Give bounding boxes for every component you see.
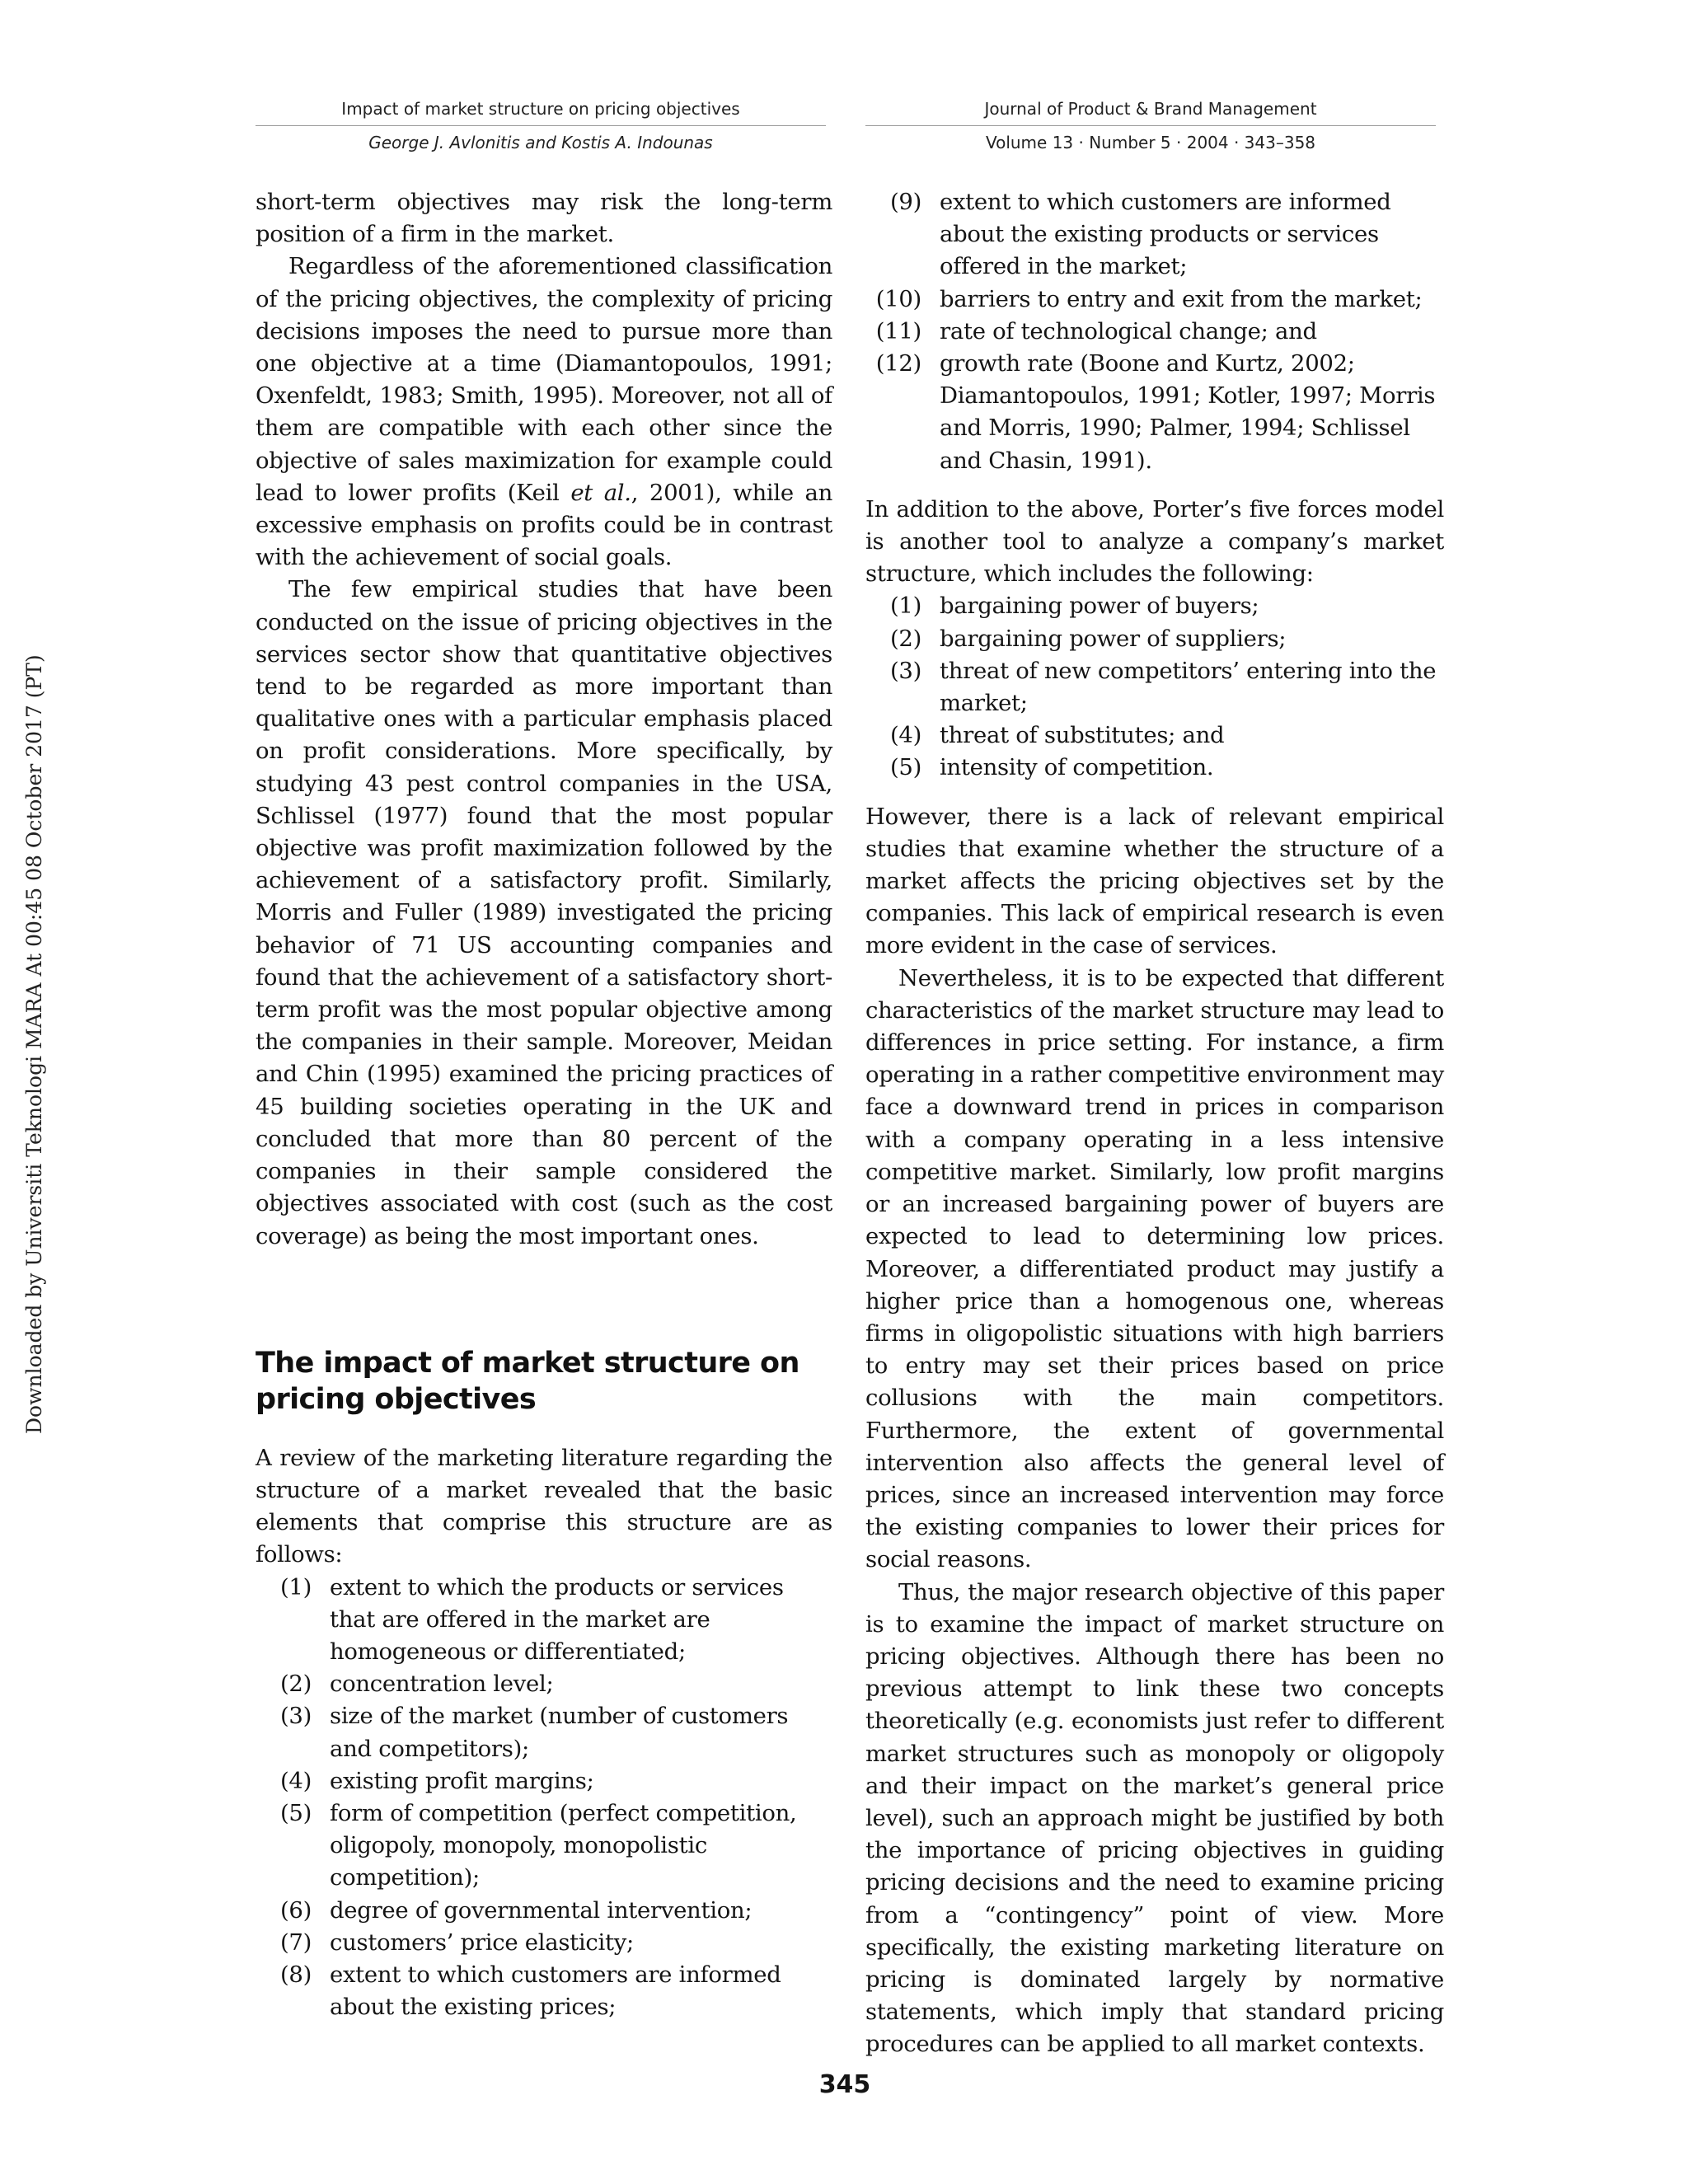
journal-name-header: Journal of Product & Brand Management — [865, 92, 1436, 126]
et-al-italic: et al. — [570, 479, 631, 506]
paragraph: A review of the marketing literature regarding the structure of a market revealed that the basic elements that comprise this structure are as follows: — [256, 1444, 832, 1568]
list-item — [256, 1797, 832, 1895]
list-item-text: size of the market (number of customers and competitors); — [330, 1703, 789, 1762]
list-item-number: (3) — [889, 657, 921, 684]
spacer — [865, 785, 1444, 801]
list-item-number: (12) — [875, 350, 921, 377]
list-item-text: bargaining power of suppliers; — [940, 625, 1287, 652]
paragraph-text: Regardless of the aforementioned classification of the pricing objectives, the complexity of pricing decisions imposes the need to pursue more than one objective at a time (Diamantopoulos, 1991; Oxenfeldt, 1983; Smith, 1995). Moreover, not all of them are compatible with each other since the objective of sales maximization for example could lead to lower profits (Keil — [256, 253, 832, 506]
list-item-text: intensity of competition. — [940, 754, 1214, 781]
list-item-text: extent to which customers are informed about the existing prices; — [330, 1961, 781, 2021]
list-item-number: (7) — [279, 1929, 312, 1956]
list-item-text: barriers to entry and exit from the market; — [940, 285, 1423, 312]
list-item — [865, 284, 1444, 316]
list-item — [256, 1895, 832, 1927]
list-item-text: existing profit margins; — [330, 1767, 594, 1794]
download-watermark: Downloaded by Universiti Teknologi MARA At 00:45 08 October 2017 (PT) — [22, 654, 46, 1434]
list-item-text: form of competition (perfect competition, oligopoly, monopoly, monopolistic competition); — [330, 1799, 797, 1891]
paragraph: Thus, the major research objective of this paper is to examine the impact of market structure on pricing objectives. Although there has been no previous attempt to link these two concepts theoretically (e.g. economists just refer to different market structures such as monopoly or oligopoly and their impact on the market’s general price level), such an approach might be justified by both the importance of pricing objectives in guiding pricing decisions and the need to examine pricing from a “contingency” point of view. More specifically, the existing marketing literature on pricing is dominated largely by normative statements, which imply that standard pricing procedures can be applied to all market contexts. — [865, 1578, 1444, 2058]
running-header-right — [865, 92, 1436, 159]
list-item — [865, 623, 1444, 655]
volume-info-header: Volume 13 · Number 5 · 2004 · 343–358 — [985, 133, 1316, 152]
list-item — [865, 752, 1444, 784]
paragraph: However, there is a lack of relevant empirical studies that examine whether the structure of a market affects the pricing objectives set by the companies. This lack of empirical research is even more evident in the case of services. — [865, 803, 1444, 959]
list-item-text: degree of governmental intervention; — [330, 1896, 753, 1924]
paragraph — [256, 251, 832, 574]
list-item — [865, 655, 1444, 719]
list-item — [256, 1765, 832, 1797]
authors-header: George J. Avlonitis and Kostis A. Indounas — [368, 133, 713, 152]
list-item-text: concentration level; — [330, 1671, 554, 1698]
list-item-number: (6) — [279, 1896, 312, 1924]
market-structure-elements-list — [256, 1572, 832, 2024]
five-forces-list — [865, 590, 1444, 784]
list-item — [865, 316, 1444, 348]
list-item — [865, 186, 1444, 284]
list-item — [256, 1668, 832, 1700]
section-heading: The impact of market structure on pricing objectives — [256, 1346, 799, 1416]
list-item-number: (4) — [279, 1767, 312, 1794]
running-header-left — [256, 92, 826, 159]
list-item — [865, 719, 1444, 752]
left-column — [256, 186, 832, 2023]
market-structure-elements-list-continued — [865, 186, 1444, 477]
paragraph: short-term objectives may risk the long-term position of a firm in the market. — [256, 189, 832, 248]
paragraph-text: , 2001), while an excessive emphasis on profits could be in contrast with the achievement of social goals. — [256, 479, 832, 571]
list-item-number: (1) — [889, 593, 921, 620]
list-item-number: (9) — [889, 189, 921, 215]
page-number: 345 — [818, 2070, 871, 2099]
list-item-number: (5) — [279, 1799, 312, 1826]
paragraph: In addition to the above, Porter’s five forces model is another tool to analyze a company’s market structure, which includes the following: — [865, 495, 1444, 588]
list-item — [256, 1927, 832, 1959]
list-item-number: (8) — [279, 1961, 312, 1988]
spacer — [256, 1253, 832, 1345]
list-item-number: (11) — [875, 317, 921, 344]
right-column — [865, 186, 1444, 2061]
list-item-text: threat of substitutes; and — [940, 722, 1225, 749]
list-item-number: (4) — [889, 722, 921, 749]
list-item — [865, 590, 1444, 622]
list-item-text: extent to which customers are informed about the existing products or services offered in the market; — [940, 189, 1391, 280]
list-item-number: (2) — [279, 1671, 312, 1698]
list-item — [865, 348, 1444, 477]
paragraph: The few empirical studies that have been conducted on the issue of pricing objectives in the services sector show that quantitative objectives tend to be regarded as more important than qualitative ones with a particular emphasis placed on profit considerations. More specifically, by studying 43 pest control companies in the USA, Schlissel (1977) found that the most popular objective was profit maximization followed by the achievement of a satisfactory profit. Similarly, Morris and Fuller (1989) investigated the pricing behavior of 71 US accounting companies and found that the achievement of a satisfactory short-term profit was the most popular objective among the companies in their sample. Moreover, Meidan and Chin (1995) examined the pricing practices of 45 building societies operating in the UK and concluded that more than 80 percent of the companies in their sample considered the objectives associated with cost (such as the cost coverage) as being the most important ones. — [256, 576, 832, 1249]
list-item — [256, 1700, 832, 1765]
list-item — [256, 1572, 832, 1669]
spacer — [256, 1418, 832, 1442]
list-item-text: rate of technological change; and — [940, 317, 1317, 344]
list-item-number: (2) — [889, 625, 921, 652]
list-item-text: customers’ price elasticity; — [330, 1929, 634, 1956]
list-item-text: growth rate (Boone and Kurtz, 2002; Diamantopoulos, 1991; Kotler, 1997; Morris and Morris, 1990; Palmer, 1994; Schlissel and Chasin, 1991). — [940, 350, 1436, 474]
list-item-number: (1) — [279, 1573, 312, 1601]
paragraph: Nevertheless, it is to be expected that different characteristics of the market structure may lead to differences in price setting. For instance, a firm operating in a rather competitive environment may face a downward trend in prices in comparison with a company operating in a less intensive competitive market. Similarly, low profit margins or an increased bargaining power of buyers are expected to lead to determining low prices. Moreover, a differentiated product may justify a higher price than a homogenous one, whereas firms in oligopolistic situations with high barriers to entry may set their prices based on price collusions with the main competitors. Furthermore, the extent of governmental intervention also affects the general level of prices, since an increased intervention may force the existing companies to lower their prices for social reasons. — [865, 964, 1444, 1573]
list-item-text: bargaining power of buyers; — [940, 593, 1259, 620]
spacer — [865, 477, 1444, 494]
list-item-number: (3) — [279, 1703, 312, 1730]
list-item-number: (5) — [889, 754, 921, 781]
list-item-number: (10) — [875, 285, 921, 312]
list-item-text: extent to which the products or services that are offered in the market are homogeneous or differentiated; — [330, 1573, 784, 1665]
list-item — [256, 1959, 832, 2023]
list-item-text: threat of new competitors’ entering into the market; — [940, 657, 1437, 717]
article-title-header: Impact of market structure on pricing objectives — [256, 92, 826, 126]
